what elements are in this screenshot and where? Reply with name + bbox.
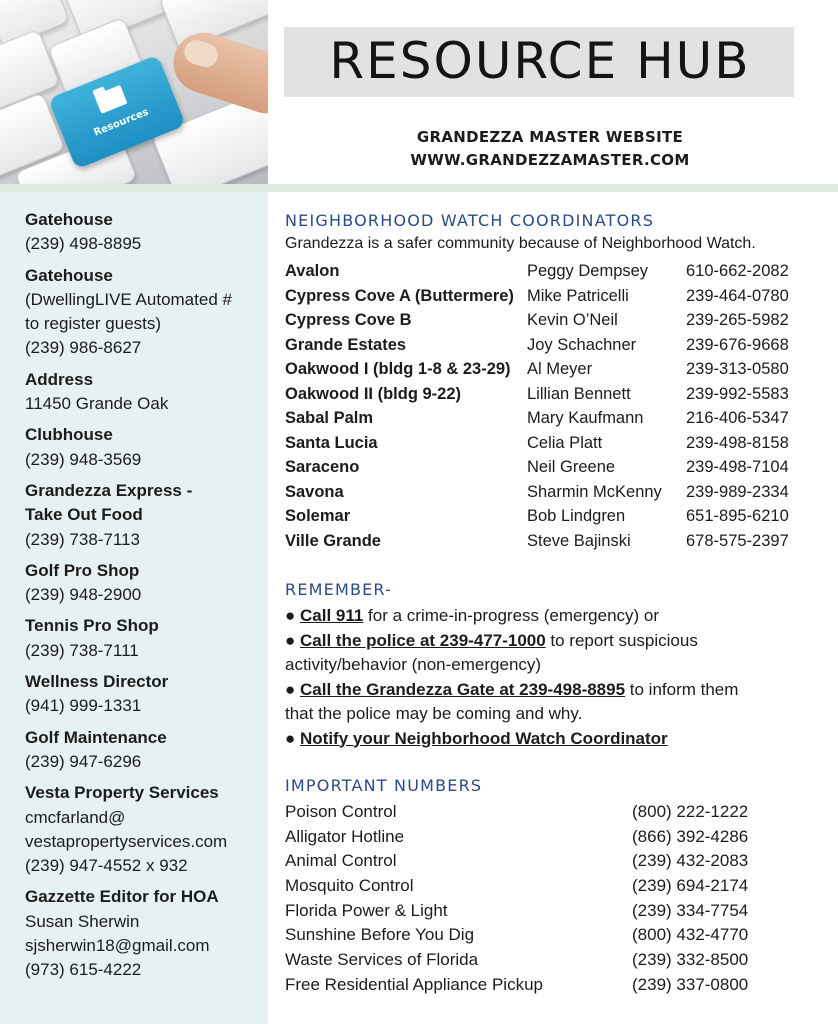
watch-heading: NEIGHBORHOOD WATCH COORDINATORS <box>285 211 655 230</box>
coordinator-name: Joy Schachner <box>527 335 637 354</box>
bullet-icon: ● <box>285 728 300 748</box>
table-row <box>285 504 830 529</box>
website-url[interactable]: WWW.GRANDEZZAMASTER.COM <box>410 151 690 169</box>
table-row <box>285 406 830 431</box>
area-name: Saraceno <box>285 458 360 476</box>
table-row <box>285 825 830 850</box>
service-name: Mosquito Control <box>285 876 414 896</box>
contact-note: (DwellingLIVE Automated # <box>25 289 232 309</box>
contact-gazzette-editor <box>25 885 265 982</box>
watch-intro: Grandezza is a safer community because of Neighborhood Watch. <box>285 235 756 252</box>
coordinator-name: Sharmin McKenny <box>527 482 662 501</box>
contact-title: Golf Pro Shop <box>25 560 140 580</box>
contact-golf-pro-shop <box>25 559 265 608</box>
service-name: Sunshine Before You Dig <box>285 925 475 945</box>
contact-phone[interactable]: (239) 948-3569 <box>25 449 142 469</box>
table-row <box>285 455 830 480</box>
contact-title: Take Out Food <box>25 505 143 525</box>
list-item-continued: that the police may be coming and why. <box>285 704 583 723</box>
contact-phone[interactable]: (239) 738-7113 <box>25 529 140 549</box>
contact-phone[interactable]: (973) 615-4222 <box>25 960 142 980</box>
coordinator-phone[interactable]: 678-575-2397 <box>686 531 789 550</box>
coordinator-name: Al Meyer <box>527 360 593 378</box>
contact-title: Wellness Director <box>25 672 169 692</box>
service-phone[interactable]: (800) 432-4770 <box>632 925 749 945</box>
coordinator-name: Mary Kaufmann <box>527 409 644 427</box>
area-name: Oakwood II (bldg 9-22) <box>285 384 462 403</box>
list-item <box>285 678 830 703</box>
table-row <box>285 357 830 382</box>
coordinator-phone[interactable]: 239-498-7104 <box>686 458 789 476</box>
resources-key-label: Resources <box>92 106 151 139</box>
contact-address-value: 11450 Grande Oak <box>25 394 169 414</box>
coordinator-phone[interactable]: 239-992-5583 <box>686 384 789 403</box>
list-item-text: to report suspicious <box>545 630 698 650</box>
header-keyboard-photo <box>0 0 268 184</box>
table-row <box>285 899 830 924</box>
table-row <box>285 529 830 554</box>
contact-title: Gazzette Editor for HOA <box>25 887 219 907</box>
coordinator-name: Celia Platt <box>527 433 603 452</box>
table-row <box>285 948 830 973</box>
service-phone[interactable]: (239) 337-0800 <box>632 974 749 994</box>
table-row <box>285 923 830 948</box>
service-phone[interactable]: (800) 222-1222 <box>632 802 749 821</box>
contact-title: Vesta Property Services <box>25 783 219 803</box>
list-item-text: for a crime-in-progress (emergency) or <box>363 606 660 625</box>
table-row <box>285 308 830 333</box>
service-name: Free Residential Appliance Pickup <box>285 974 543 994</box>
table-row <box>285 284 830 309</box>
area-name: Sabal Palm <box>285 409 374 427</box>
contact-grandezza-express <box>25 479 265 552</box>
contact-phone[interactable]: (239) 738-7111 <box>25 640 139 660</box>
coordinator-phone[interactable]: 610-662-2082 <box>686 262 789 280</box>
coordinator-name: Neil Greene <box>527 458 616 476</box>
contacts-sidebar <box>0 192 268 1024</box>
table-row <box>285 849 830 874</box>
coordinator-phone[interactable]: 239-989-2334 <box>686 482 789 501</box>
contact-email[interactable]: vestapropertyservices.com <box>25 831 228 851</box>
contact-title: Tennis Pro Shop <box>25 616 159 636</box>
call-gate-link[interactable]: Call the Grandezza Gate at 239-498-8895 <box>300 679 626 699</box>
notify-coordinator-link[interactable]: Notify your Neighborhood Watch Coordinator <box>300 728 668 748</box>
service-name: Alligator Hotline <box>285 826 405 846</box>
area-name: Oakwood I (bldg 1-8 & 23-29) <box>285 360 511 378</box>
remember-heading: REMEMBER- <box>285 580 393 599</box>
contact-title: Grandezza Express - <box>25 480 193 500</box>
contact-email[interactable]: sjsherwin18@gmail.com <box>25 936 210 956</box>
service-phone[interactable]: (866) 392-4286 <box>632 826 749 846</box>
contact-phone[interactable]: (239) 947-4552 x 932 <box>25 856 188 876</box>
area-name: Cypress Cove A (Buttermere) <box>285 286 514 305</box>
service-name: Florida Power & Light <box>285 900 448 920</box>
service-name: Waste Services of Florida <box>285 950 479 970</box>
contact-title: Address <box>25 369 94 389</box>
area-name: Solemar <box>285 507 351 525</box>
contact-gatehouse-automated <box>25 264 265 361</box>
contact-wellness-director <box>25 670 265 719</box>
area-name: Grande Estates <box>285 335 407 354</box>
contact-email[interactable]: cmcfarland@ <box>25 807 126 827</box>
area-name: Cypress Cove B <box>285 311 412 329</box>
coordinator-phone[interactable]: 651-895-6210 <box>686 507 789 525</box>
contact-vesta-property <box>25 781 265 878</box>
contact-phone[interactable]: (239) 947-6296 <box>25 751 142 771</box>
coordinator-name: Kevin O’Neil <box>527 311 618 329</box>
contact-person: Susan Sherwin <box>25 911 140 931</box>
header-divider <box>0 184 838 192</box>
remember-list <box>285 604 830 751</box>
table-row <box>285 874 830 899</box>
area-name: Santa Lucia <box>285 433 378 452</box>
coordinator-phone[interactable]: 239-676-9668 <box>686 335 789 354</box>
contact-title: Clubhouse <box>25 425 113 445</box>
important-heading: IMPORTANT NUMBERS <box>285 776 483 795</box>
folder-icon <box>94 85 127 114</box>
service-phone[interactable]: (239) 694-2174 <box>632 876 749 896</box>
coordinator-phone[interactable]: 216-406-5347 <box>686 409 789 427</box>
contact-gatehouse <box>25 208 265 257</box>
important-numbers-table <box>285 800 830 998</box>
area-name: Avalon <box>285 262 340 280</box>
call-911-link[interactable]: Call 911 <box>300 606 364 625</box>
area-name: Savona <box>285 482 344 501</box>
table-row <box>285 259 830 284</box>
service-name: Animal Control <box>285 851 397 871</box>
website-label: GRANDEZZA MASTER WEBSITE <box>416 128 684 146</box>
coordinator-phone[interactable]: 239-313-0580 <box>686 360 789 378</box>
table-row <box>285 800 830 825</box>
contact-tennis-pro-shop <box>25 614 265 663</box>
list-item <box>285 727 830 752</box>
contact-address <box>25 368 265 417</box>
contact-phone[interactable]: (239) 948-2900 <box>25 585 142 605</box>
service-phone[interactable]: (239) 332-8500 <box>632 950 749 970</box>
contact-title: Golf Maintenance <box>25 727 167 747</box>
service-name: Poison Control <box>285 802 397 821</box>
contact-title: Gatehouse <box>25 265 113 285</box>
call-police-link[interactable]: Call the police at 239-477-1000 <box>300 630 546 650</box>
coordinator-name: Bob Lindgren <box>527 507 626 525</box>
area-name: Ville Grande <box>285 531 381 550</box>
watch-coordinators-table <box>285 259 830 553</box>
contact-phone[interactable]: (941) 999-1331 <box>25 696 142 716</box>
coordinator-phone[interactable]: 239-265-5982 <box>686 311 789 329</box>
table-row <box>285 382 830 407</box>
table-row <box>285 333 830 358</box>
list-item <box>285 629 830 654</box>
contact-golf-maintenance <box>25 726 265 775</box>
page-title: RESOURCE HUB <box>329 32 751 90</box>
bullet-icon: ● <box>285 679 300 699</box>
table-row <box>285 480 830 505</box>
contact-phone[interactable]: (239) 986-8627 <box>25 338 142 358</box>
coordinator-phone[interactable]: 239-464-0780 <box>686 286 789 305</box>
contact-clubhouse <box>25 423 265 472</box>
service-phone[interactable]: (239) 432-2083 <box>632 851 749 871</box>
contact-phone[interactable]: (239) 498-8895 <box>25 234 142 254</box>
table-row <box>285 431 830 456</box>
coordinator-name: Steve Bajinski <box>527 531 631 550</box>
coordinator-name: Peggy Dempsey <box>527 262 649 280</box>
bullet-icon: ● <box>285 630 300 650</box>
list-item <box>285 604 830 629</box>
contact-note: to register guests) <box>25 314 162 334</box>
coordinator-name: Lillian Bennett <box>527 384 631 403</box>
bullet-icon: ● <box>285 606 300 625</box>
list-item-continued: activity/behavior (non-emergency) <box>285 655 542 674</box>
coordinator-name: Mike Patricelli <box>527 286 629 305</box>
list-item-text: to inform them <box>625 679 739 699</box>
coordinator-phone[interactable]: 239-498-8158 <box>686 433 789 452</box>
service-phone[interactable]: (239) 334-7754 <box>632 900 749 920</box>
table-row <box>285 973 830 998</box>
contact-title: Gatehouse <box>25 210 113 229</box>
